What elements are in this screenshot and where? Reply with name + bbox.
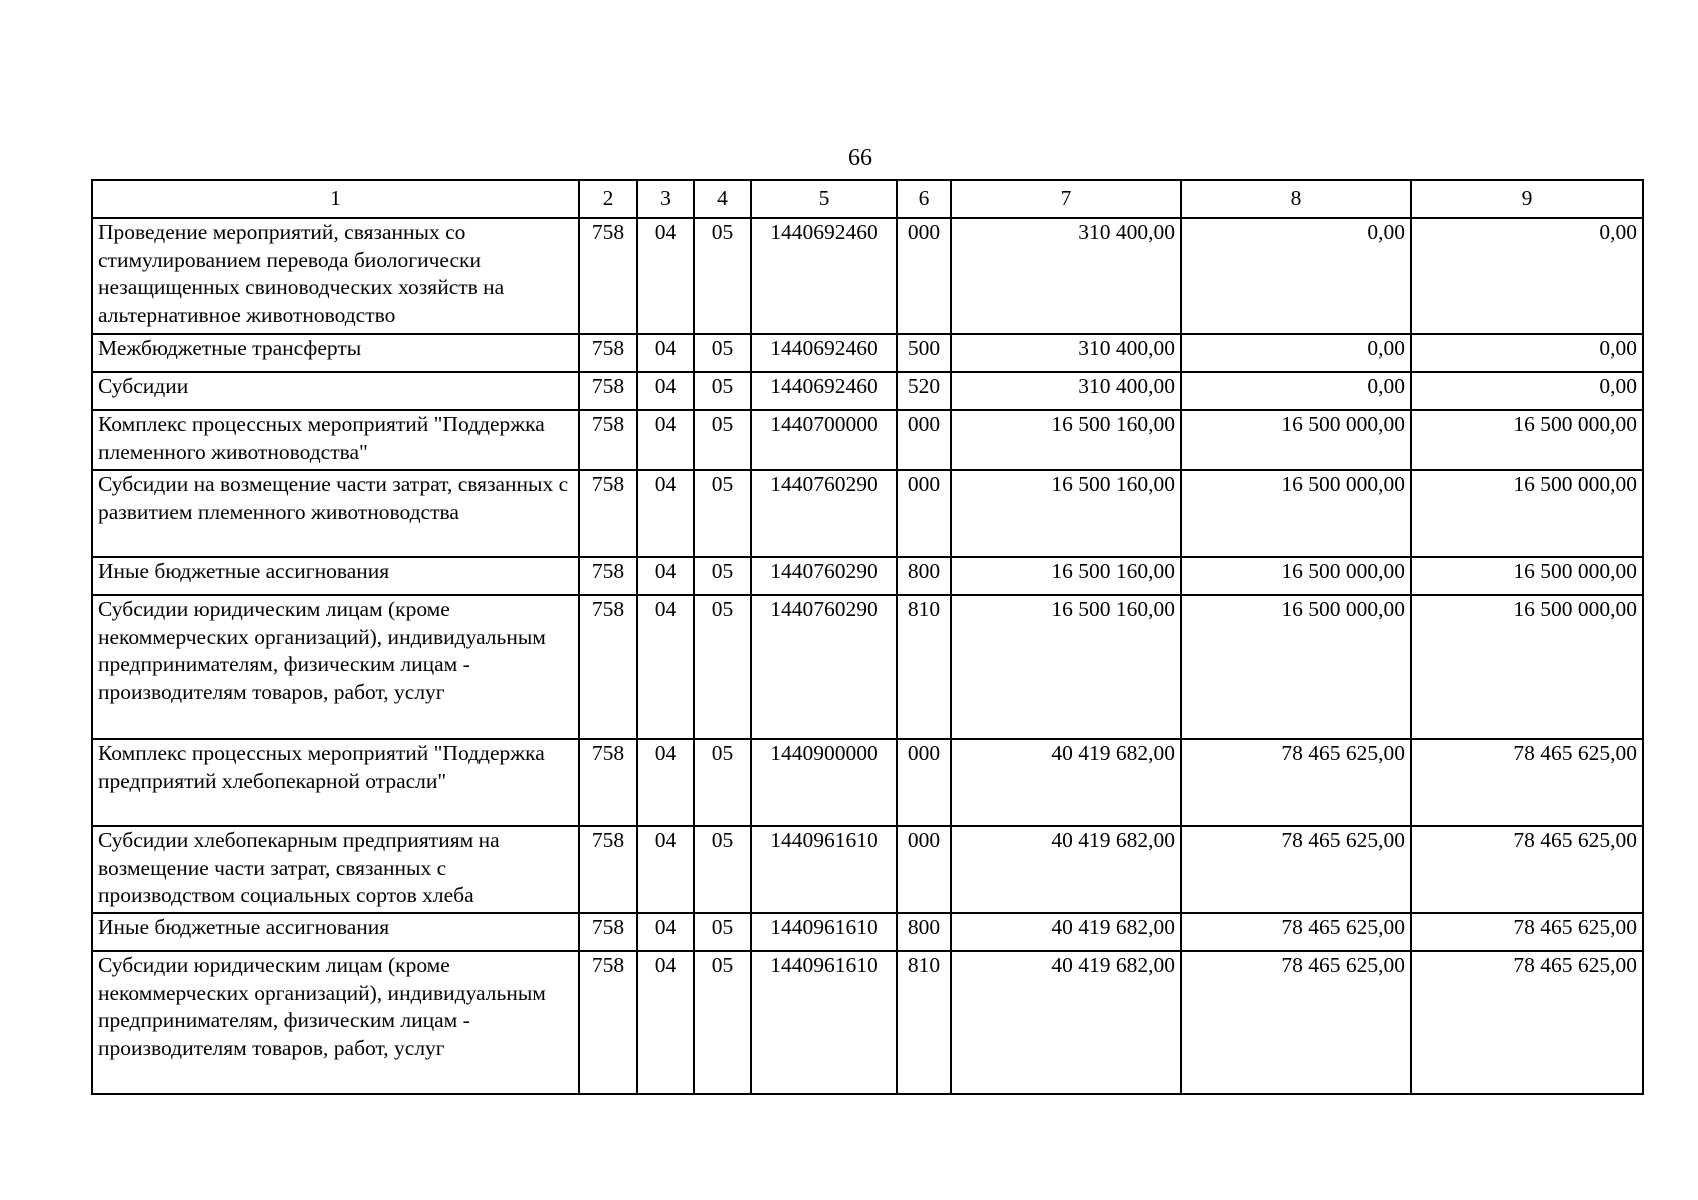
cell-col4: 05: [694, 334, 751, 372]
table-row: [92, 913, 1643, 951]
cell-col7: 40 419 682,00: [951, 826, 1181, 913]
cell-col4: 05: [694, 913, 751, 951]
cell-col8: 78 465 625,00: [1181, 951, 1411, 1094]
cell-col8: 78 465 625,00: [1181, 913, 1411, 951]
cell-col2: 758: [579, 218, 637, 334]
cell-col6: 000: [897, 470, 951, 557]
cell-col2: 758: [579, 372, 637, 410]
cell-col2: 758: [579, 951, 637, 1094]
table-row: [92, 826, 1643, 913]
row-name: Субсидии на возмещение части затрат, связанных с развитием племенного животноводства: [92, 470, 579, 557]
cell-col6: 800: [897, 913, 951, 951]
cell-col2: 758: [579, 739, 637, 826]
cell-col8: 16 500 000,00: [1181, 595, 1411, 739]
row-name: Комплекс процессных мероприятий "Поддержка предприятий хлебопекарной отрасли": [92, 739, 579, 826]
cell-col8: 16 500 000,00: [1181, 557, 1411, 595]
cell-col3: 04: [637, 372, 694, 410]
cell-col8: 16 500 000,00: [1181, 410, 1411, 470]
cell-col6: 520: [897, 372, 951, 410]
cell-col5: 1440692460: [751, 334, 897, 372]
table-row: [92, 410, 1643, 470]
row-name: Комплекс процессных мероприятий "Поддержка племенного животноводства": [92, 410, 579, 470]
cell-col8: 16 500 000,00: [1181, 470, 1411, 557]
cell-col8: 0,00: [1181, 218, 1411, 334]
cell-col2: 758: [579, 334, 637, 372]
cell-col9: 0,00: [1411, 334, 1643, 372]
cell-col8: 78 465 625,00: [1181, 739, 1411, 826]
cell-col3: 04: [637, 595, 694, 739]
cell-col4: 05: [694, 739, 751, 826]
cell-col2: 758: [579, 826, 637, 913]
cell-col9: 78 465 625,00: [1411, 739, 1643, 826]
cell-col5: 1440760290: [751, 595, 897, 739]
cell-col5: 1440692460: [751, 372, 897, 410]
row-name: Иные бюджетные ассигнования: [92, 557, 579, 595]
cell-col5: 1440700000: [751, 410, 897, 470]
cell-col6: 000: [897, 739, 951, 826]
cell-col8: 0,00: [1181, 334, 1411, 372]
cell-col4: 05: [694, 218, 751, 334]
cell-col2: 758: [579, 913, 637, 951]
cell-col9: 16 500 000,00: [1411, 557, 1643, 595]
cell-col4: 05: [694, 372, 751, 410]
cell-col3: 04: [637, 410, 694, 470]
cell-col7: 40 419 682,00: [951, 913, 1181, 951]
cell-col5: 1440760290: [751, 470, 897, 557]
cell-col5: 1440900000: [751, 739, 897, 826]
column-header: 4: [694, 180, 751, 218]
row-name: Субсидии юридическим лицам (кроме некоммерческих организаций), индивидуальным предпринимателям, физическим лицам - производителям товаров, работ, услуг: [92, 595, 579, 739]
cell-col5: 1440760290: [751, 557, 897, 595]
cell-col9: 78 465 625,00: [1411, 913, 1643, 951]
cell-col7: 16 500 160,00: [951, 595, 1181, 739]
cell-col7: 16 500 160,00: [951, 557, 1181, 595]
cell-col3: 04: [637, 218, 694, 334]
cell-col7: 40 419 682,00: [951, 739, 1181, 826]
cell-col6: 000: [897, 826, 951, 913]
header-row: [92, 180, 1643, 218]
cell-col3: 04: [637, 951, 694, 1094]
cell-col4: 05: [694, 410, 751, 470]
column-header: 7: [951, 180, 1181, 218]
cell-col3: 04: [637, 557, 694, 595]
cell-col9: 16 500 000,00: [1411, 470, 1643, 557]
cell-col5: 1440961610: [751, 826, 897, 913]
cell-col2: 758: [579, 557, 637, 595]
row-name: Субсидии хлебопекарным предприятиям на возмещение части затрат, связанных с производством социальных сортов хлеба: [92, 826, 579, 913]
table-row: [92, 218, 1643, 334]
table-row: [92, 951, 1643, 1094]
row-name: Межбюджетные трансферты: [92, 334, 579, 372]
cell-col4: 05: [694, 595, 751, 739]
budget-table: [91, 179, 1644, 1095]
table-row: [92, 557, 1643, 595]
column-header: 5: [751, 180, 897, 218]
cell-col2: 758: [579, 410, 637, 470]
cell-col7: 40 419 682,00: [951, 951, 1181, 1094]
cell-col8: 78 465 625,00: [1181, 826, 1411, 913]
column-header: 9: [1411, 180, 1643, 218]
cell-col7: 310 400,00: [951, 372, 1181, 410]
table-row: [92, 595, 1643, 739]
table-row: [92, 334, 1643, 372]
row-name: Субсидии: [92, 372, 579, 410]
cell-col7: 16 500 160,00: [951, 410, 1181, 470]
cell-col9: 78 465 625,00: [1411, 951, 1643, 1094]
cell-col5: 1440961610: [751, 951, 897, 1094]
column-header: 8: [1181, 180, 1411, 218]
cell-col5: 1440961610: [751, 913, 897, 951]
cell-col3: 04: [637, 913, 694, 951]
cell-col7: 310 400,00: [951, 334, 1181, 372]
row-name: Проведение мероприятий, связанных со стимулированием перевода биологически незащищенных свиноводческих хозяйств на альтернативное животноводство: [92, 218, 579, 334]
cell-col7: 16 500 160,00: [951, 470, 1181, 557]
cell-col5: 1440692460: [751, 218, 897, 334]
column-header: 1: [92, 180, 579, 218]
cell-col9: 16 500 000,00: [1411, 410, 1643, 470]
cell-col6: 500: [897, 334, 951, 372]
cell-col4: 05: [694, 826, 751, 913]
cell-col4: 05: [694, 951, 751, 1094]
cell-col6: 810: [897, 595, 951, 739]
cell-col6: 810: [897, 951, 951, 1094]
cell-col3: 04: [637, 334, 694, 372]
cell-col4: 05: [694, 470, 751, 557]
row-name: Субсидии юридическим лицам (кроме некоммерческих организаций), индивидуальным предпринимателям, физическим лицам - производителям товаров, работ, услуг: [92, 951, 579, 1094]
column-header: 2: [579, 180, 637, 218]
column-header: 6: [897, 180, 951, 218]
cell-col3: 04: [637, 470, 694, 557]
page-number: 66: [848, 145, 872, 171]
cell-col2: 758: [579, 595, 637, 739]
cell-col6: 000: [897, 410, 951, 470]
cell-col9: 0,00: [1411, 218, 1643, 334]
cell-col2: 758: [579, 470, 637, 557]
cell-col8: 0,00: [1181, 372, 1411, 410]
cell-col9: 78 465 625,00: [1411, 826, 1643, 913]
cell-col7: 310 400,00: [951, 218, 1181, 334]
cell-col6: 000: [897, 218, 951, 334]
table-row: [92, 372, 1643, 410]
row-name: Иные бюджетные ассигнования: [92, 913, 579, 951]
cell-col6: 800: [897, 557, 951, 595]
table-row: [92, 470, 1643, 557]
cell-col9: 0,00: [1411, 372, 1643, 410]
cell-col3: 04: [637, 739, 694, 826]
table-row: [92, 739, 1643, 826]
cell-col9: 16 500 000,00: [1411, 595, 1643, 739]
column-header: 3: [637, 180, 694, 218]
cell-col4: 05: [694, 557, 751, 595]
cell-col3: 04: [637, 826, 694, 913]
